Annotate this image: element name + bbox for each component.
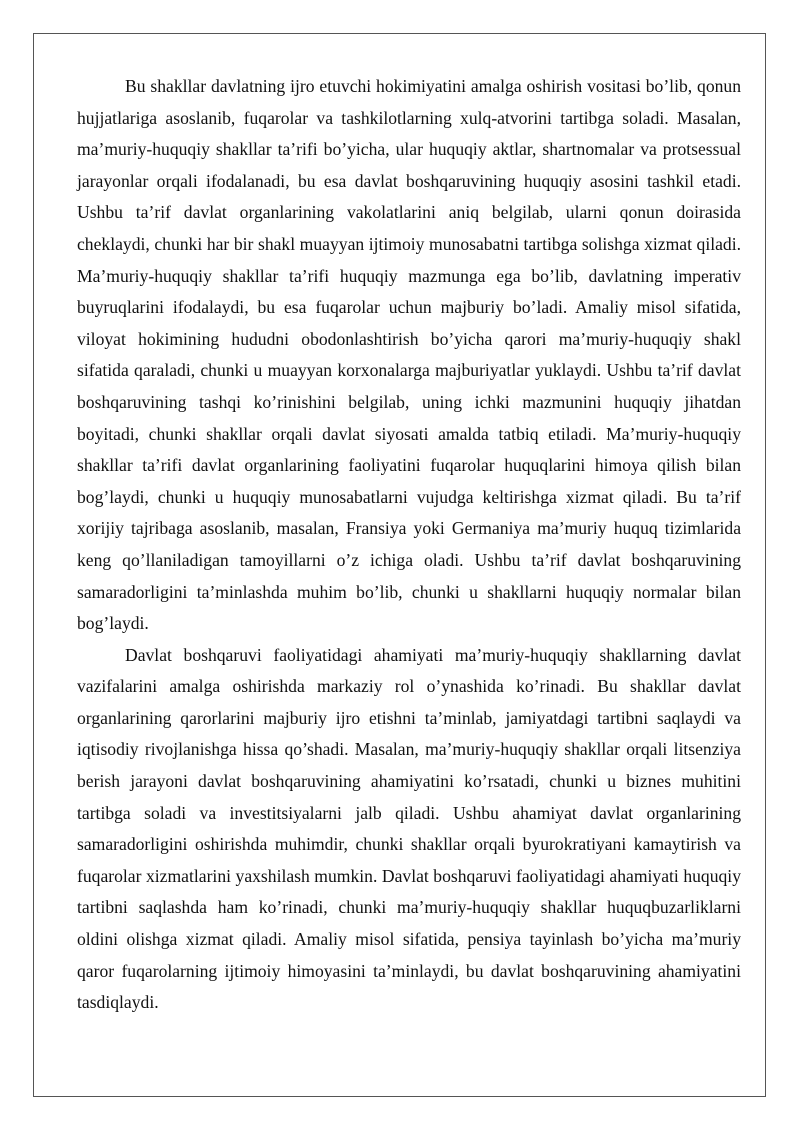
paragraph-1: Bu shakllar davlatning ijro etuvchi hokimiyatini amalga oshirish vositasi bo’lib, qonun hujjatlariga asoslanib, fuqarolar va tashkilotlarning xulq-atvorini tartibga soladi. Masalan, ma’muriy-huquqiy shakllar ta’rifi bo’yicha, ular huquqiy aktlar, shartnomalar va protsessual jarayonlar orqali ifodalanadi, bu esa davlat boshqaruvining huquqiy asosini tashkil etadi. Ushbu ta’rif davlat organlarining vakolatlarini aniq belgilab, ularni qonun doirasida cheklaydi, chunki har bir shakl muayyan ijtimoiy munosabatni tartibga solishga xizmat qiladi. Ma’muriy-huquqiy shakllar ta’rifi huquqiy mazmunga ega bo’lib, davlatning imperativ buyruqlarini ifodalaydi, bu esa fuqarolar uchun majburiy bo’ladi. Amaliy misol sifatida, viloyat hokimining hududni obodonlashtirish bo’yicha qarori ma’muriy-huquqiy shakl sifatida qaraladi, chunki u muayyan korxonalarga majburiyatlar yuklaydi. Ushbu ta’rif davlat boshqaruvining tashqi ko’rinishini belgilab, uning ichki mazmunini huquqiy jihatdan boyitadi, chunki shakllar orqali davlat siyosati amalda tatbiq etiladi. Ma’muriy-huquqiy shakllar ta’rifi davlat organlarining faoliyatini fuqarolar huquqlarini himoya qilish bilan bog’laydi, chunki u huquqiy munosabatlarni vujudga keltirishga xizmat qiladi. Bu ta’rif xorijiy tajribaga asoslanib, masalan, Fransiya yoki Germaniya ma’muriy huquq tizimlarida keng qo’llaniladigan tamoyillarni o’z ichiga oladi. Ushbu ta’rif davlat boshqaruvining samaradorligini ta’minlashda muhim bo’lib, chunki u shakllarni huquqiy normalar bilan bog’laydi.: [77, 76, 741, 634]
document-body: [77, 71, 741, 1019]
paragraph-2: Davlat boshqaruvi faoliyatidagi ahamiyati ma’muriy-huquqiy shakllarning davlat vazifalarini amalga oshirishda markaziy rol o’ynashida ko’rinadi. Bu shakllar davlat organlarining qarorlarini majburiy ijro etishni ta’minlab, jamiyatdagi tartibni saqlaydi va iqtisodiy rivojlanishga hissa qo’shadi. Masalan, ma’muriy-huquqiy shakllar orqali litsenziya berish jarayoni davlat boshqaruvining ahamiyatini ko’rsatadi, chunki u biznes muhitini tartibga soladi va investitsiyalarni jalb qiladi. Ushbu ahamiyat davlat organlarining samaradorligini oshirishda muhimdir, chunki shakllar orqali byurokratiyani kamaytirish va fuqarolar xizmatlarini yaxshilash mumkin. Davlat boshqaruvi faoliyatidagi ahamiyati huquqiy tartibni saqlashda ham ko’rinadi, chunki ma’muriy-huquqiy shakllar huquqbuzarliklarni oldini olishga xizmat qiladi. Amaliy misol sifatida, pensiya tayinlash bo’yicha ma’muriy qaror fuqarolarning ijtimoiy himoyasini ta’minlaydi, bu davlat boshqaruvining ahamiyatini tasdiqlaydi.: [77, 644, 741, 1013]
